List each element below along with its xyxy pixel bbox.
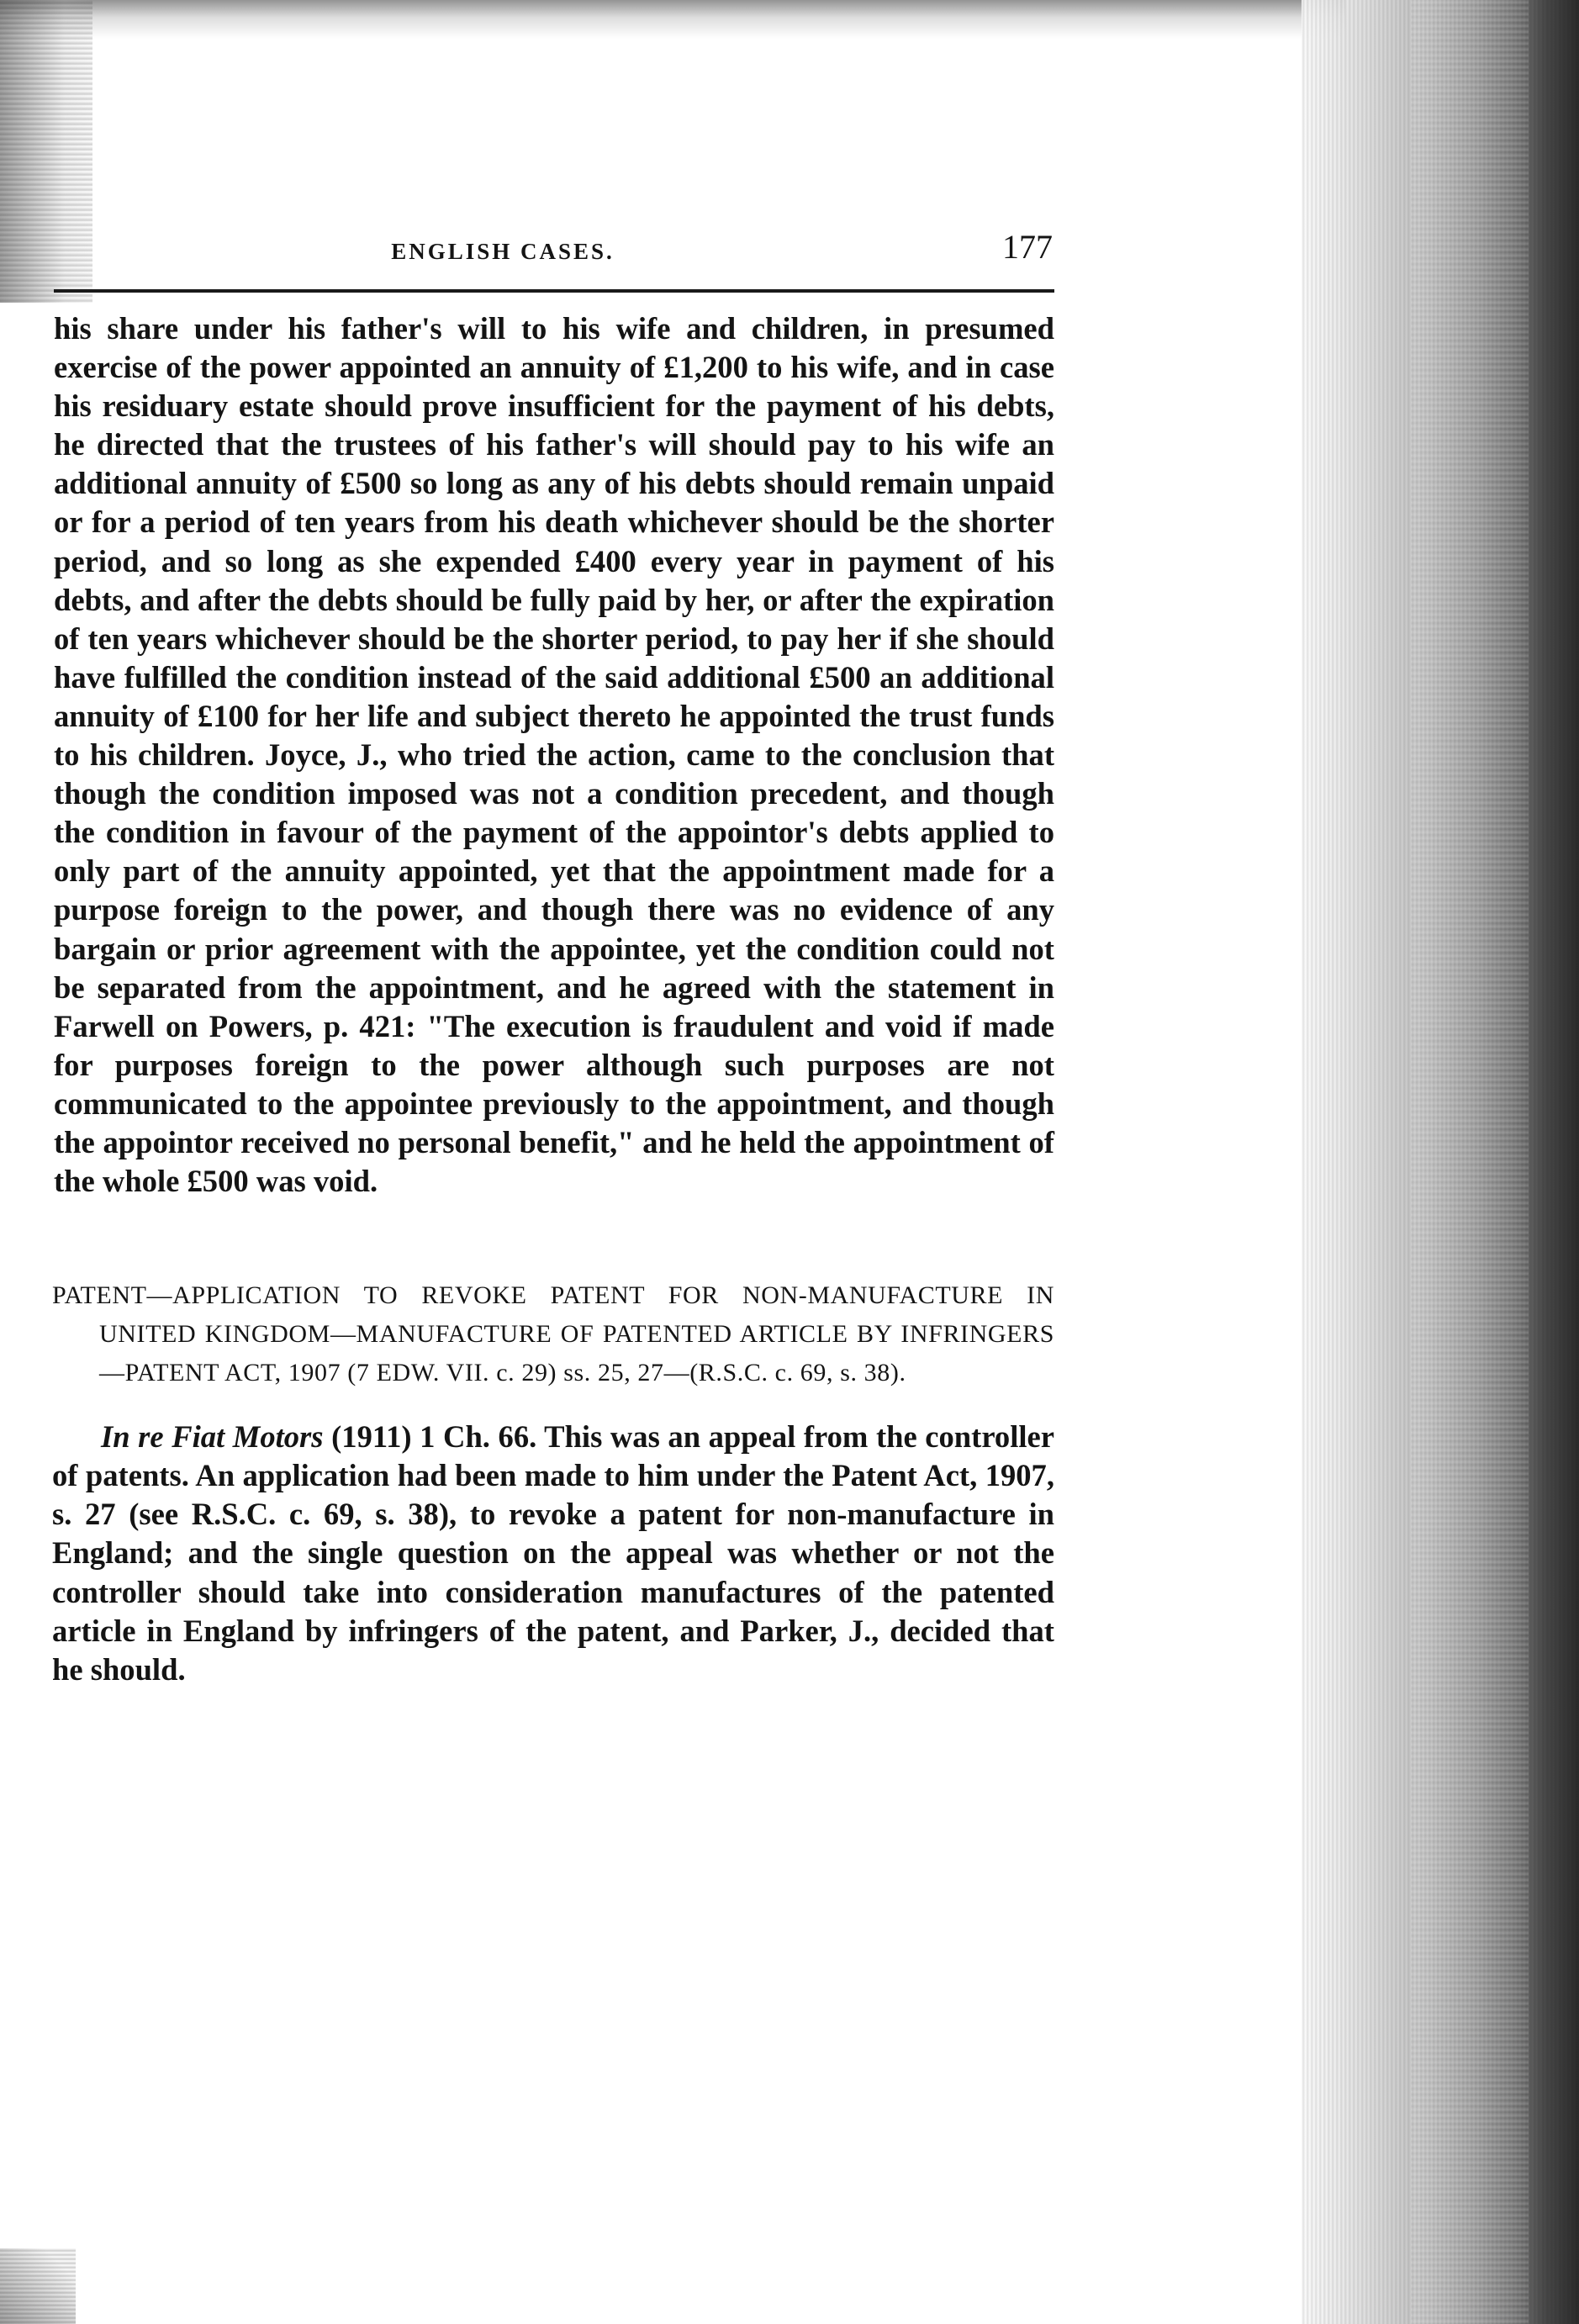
case-name: In re Fiat Motors	[101, 1419, 324, 1455]
book-page	[52, 227, 1054, 1689]
scan-binding-edge	[1302, 0, 1579, 2324]
page-number: 177	[1002, 228, 1053, 266]
scan-shadow-bottom-left	[0, 2248, 76, 2324]
case-heading: PATENT—APPLICATION TO REVOKE PATENT FOR NON-MANUFACTURE IN UNITED KINGDOM—MANUFACTURE OF PATENTED ARTICLE BY INFRINGERS—PATENT ACT, 1907 (7 EDW. VII. c. 29) ss. 25, 27—(R.S.C. c. 69, s. 38).	[52, 1281, 1054, 1387]
scan-shadow-top	[0, 0, 1345, 39]
running-title: ENGLISH CASES.	[391, 239, 615, 264]
body-paragraph-2-text: (1911) 1 Ch. 66. This was an appeal from the controller of patents. An application had been made to him under the Patent Act, 1907, s. 27 (see R.S.C. c. 69, s. 38), to revoke a patent for non-manufacture in England; and the single question on the appeal was whether or not the controller should take into consideration manufactures of the patented article in England by infringers of the patent, and Parker, J., decided that he should.	[52, 1419, 1054, 1687]
body-paragraph-2	[52, 1418, 1054, 1689]
running-head	[52, 227, 1054, 276]
header-rule	[54, 289, 1054, 293]
body-paragraph-1: his share under his father's will to his wife and children, in presumed exercise of the power appointed an annuity of £1,200 to his wife, and in case his residuary estate should prove insufficient for the payment of his debts, he directed that the trustees of his father's will should pay to his wife an additional annuity of £500 so long as any of his debts should remain unpaid or for a period of ten years from his death whichever should be the shorter period, and so long as she expended £400 every year in payment of his debts, and after the debts should be fully paid by her, or after the expiration of ten years whichever should be the shorter period, to pay her if she should have fulfilled the condition instead of the said additional £500 an additional annuity of £100 for her life and subject thereto he appointed the trust funds to his children. Joyce, J., who tried the action, came to the conclusion that though the condition imposed was not a condition precedent, and though the condition in favour of the payment of the appointor's debts applied to only part of the annuity appointed, yet that the appointment made for a purpose foreign to the power, and though there was no evidence of any bargain or prior agreement with the appointee, yet the condition could not be separated from the appointment, and he agreed with the statement in Farwell on Powers, p. 421: "The execution is fraudulent and void if made for purposes foreign to the power although such purposes are not communicated to the appointee previously to the appointment, and though the appointor received no personal benefit," and he held the appointment of the whole £500 was void.	[54, 311, 1054, 1199]
